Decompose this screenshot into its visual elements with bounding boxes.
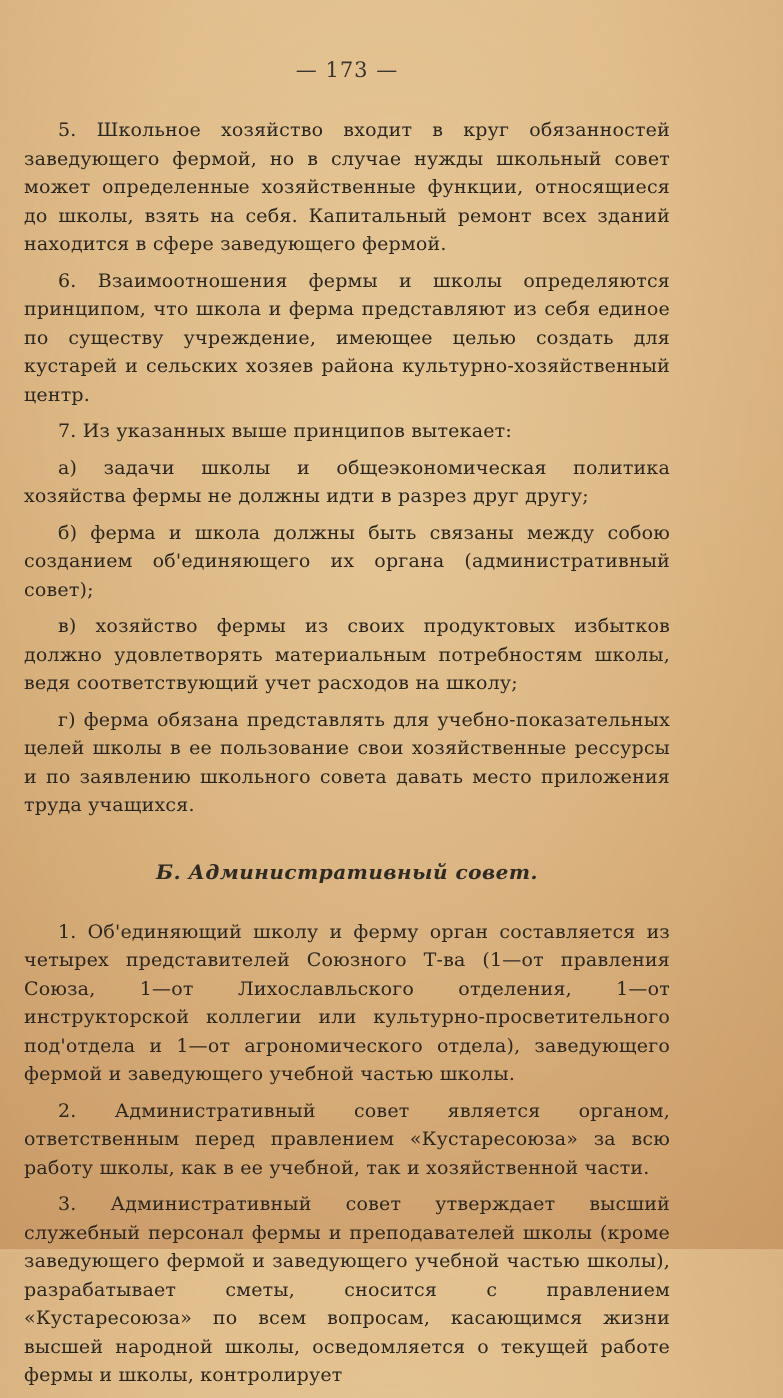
paragraph-b1: 1. Об'единяющий школу и ферму орган составляется из четырех представителей Союзного Т-ва (1—от правления Союза, 1—от Лихославльского отделения, 1—от инструкторской коллегии или культурно-просветительного под'отдела и 1—от агрономического отдела), заведующего фермой и заведующего учебной частью школы.: [24, 920, 670, 1085]
paragraph-7v: в) хозяйство фермы из своих продуктовых избытков должно удовлетворять материальным потребностям школы, ведя соответствующий учет расходов на школу;: [24, 615, 670, 694]
paragraph-7: 7. Из указанных выше принципов вытекает:: [58, 420, 512, 442]
section-title: Б. Административный совет.: [156, 859, 538, 884]
paragraph-b3: 3. Административный совет утверждает высший служебный персонал фермы и преподавателей школы (кроме заведующего фермой и заведующего учебной частью школы), разрабатывает сметы, сносится с правлением «Кустаресоюза» по всем вопросам, касающимся жизни высшей народной школы, осведомляется о текущей работе фермы и школы, контролирует: [24, 1193, 670, 1386]
paragraph-6: 6. Взаимоотношения фермы и школы определяются принципом, что школа и ферма представляют из себя единое по существу учреждение, имеющее целью создать для кустарей и сельских хозяев района культурно-хозяйственный центр.: [24, 269, 670, 406]
page-number: — 173 —: [295, 58, 399, 82]
paragraph-5: 5. Школьное хозяйство входит в круг обязанностей заведующего фермой, но в случае нужды школьный совет может определенные хозяйственные функции, относящиеся до школы, взять на себя. Капитальный ремонт всех зданий находится в сфере заведующего фермой.: [24, 119, 670, 255]
paragraph-7g: г) ферма обязана представлять для учебно-показательных целей школы в ее пользование свои хозяйственные рессурсы и по заявлению школьного совета давать место приложения труда учащихся.: [24, 708, 670, 816]
paragraph-7b: б) ферма и школа должны быть связаны между собою созданием об'единяющего их органа (административный совет);: [24, 521, 670, 601]
paragraph-7a: а) задачи школы и общеэкономическая политика хозяйства фермы не должны идти в разрез друг другу;: [24, 456, 670, 507]
book-page: [24, 58, 670, 1398]
paragraph-b2: 2. Административный совет является органом, ответственным перед правлением «Кустаресоюза» за всю работу школы, как в ее учебной, так и хозяйственной части.: [24, 1099, 670, 1179]
